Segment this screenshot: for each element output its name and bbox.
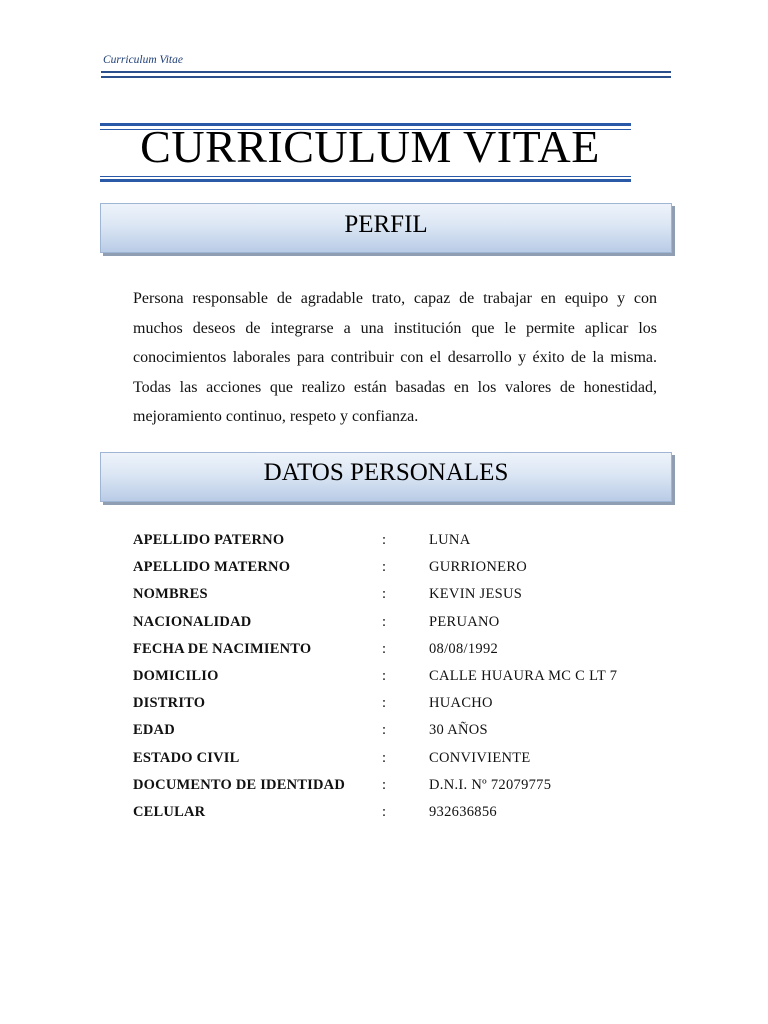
field-label: EDAD bbox=[133, 722, 175, 739]
table-row bbox=[133, 745, 617, 772]
field-label: DISTRITO bbox=[133, 695, 206, 712]
header-title: Curriculum Vitae bbox=[103, 54, 183, 66]
section-header-datos-personales bbox=[100, 452, 672, 502]
section-header-perfil bbox=[100, 203, 672, 253]
field-label: ESTADO CIVIL bbox=[133, 749, 240, 766]
field-label: CELULAR bbox=[133, 803, 206, 820]
field-separator: : bbox=[382, 722, 387, 739]
title-bottom-rule bbox=[100, 179, 631, 182]
field-value: PERUANO bbox=[429, 613, 500, 630]
field-label: NACIONALIDAD bbox=[133, 613, 252, 630]
table-row bbox=[133, 609, 617, 636]
field-separator: : bbox=[382, 586, 387, 603]
field-label: DOCUMENTO DE IDENTIDAD bbox=[133, 776, 345, 793]
field-value: CONVIVIENTE bbox=[429, 749, 531, 766]
field-separator: : bbox=[382, 559, 387, 576]
field-value: HUACHO bbox=[429, 695, 493, 712]
section-title-datos-personales: DATOS PERSONALES bbox=[263, 459, 509, 486]
field-value: 30 AÑOS bbox=[429, 722, 488, 739]
page-title: CURRICULUM VITAE bbox=[140, 121, 600, 172]
table-row bbox=[133, 772, 617, 799]
field-value: KEVIN JESUS bbox=[429, 586, 523, 603]
field-separator: : bbox=[382, 668, 387, 685]
field-value: 08/08/1992 bbox=[429, 640, 499, 657]
table-row bbox=[133, 554, 617, 581]
table-row bbox=[133, 581, 617, 608]
field-value: GURRIONERO bbox=[429, 559, 528, 576]
personal-data-table bbox=[133, 527, 617, 826]
field-separator: : bbox=[382, 776, 387, 793]
field-label: NOMBRES bbox=[133, 586, 208, 603]
field-label: DOMICILIO bbox=[133, 668, 219, 685]
field-separator: : bbox=[382, 803, 387, 820]
field-separator: : bbox=[382, 532, 387, 549]
table-row bbox=[133, 690, 617, 717]
field-separator: : bbox=[382, 613, 387, 630]
table-row bbox=[133, 636, 617, 663]
field-label: FECHA DE NACIMIENTO bbox=[133, 640, 312, 657]
field-separator: : bbox=[382, 640, 387, 657]
field-label: APELLIDO MATERNO bbox=[133, 559, 291, 576]
field-value: 932636856 bbox=[429, 803, 497, 820]
table-row bbox=[133, 663, 617, 690]
field-value: D.N.I. Nº 72079775 bbox=[429, 776, 552, 793]
field-separator: : bbox=[382, 749, 387, 766]
table-row bbox=[133, 527, 617, 554]
field-separator: : bbox=[382, 695, 387, 712]
table-row bbox=[133, 717, 617, 744]
header-divider bbox=[101, 76, 671, 78]
profile-paragraph: Persona responsable de agradable trato, capaz de trabajar en equipo y con muchos deseos de integrarse a una institución que le permite aplicar los conocimientos laborales para contribuir con el desarrollo y éxito de la misma. Todas las acciones que realizo están basadas en los valores de honestidad, mejoramiento continuo, respeto y confianza. bbox=[133, 290, 657, 425]
table-row bbox=[133, 799, 617, 826]
field-label: APELLIDO PATERNO bbox=[133, 532, 285, 549]
section-title-perfil: PERFIL bbox=[344, 211, 428, 238]
header-divider bbox=[101, 71, 671, 73]
title-bottom-rule bbox=[100, 176, 631, 177]
field-value: CALLE HUAURA MC C LT 7 bbox=[429, 668, 618, 685]
field-value: LUNA bbox=[429, 532, 471, 549]
